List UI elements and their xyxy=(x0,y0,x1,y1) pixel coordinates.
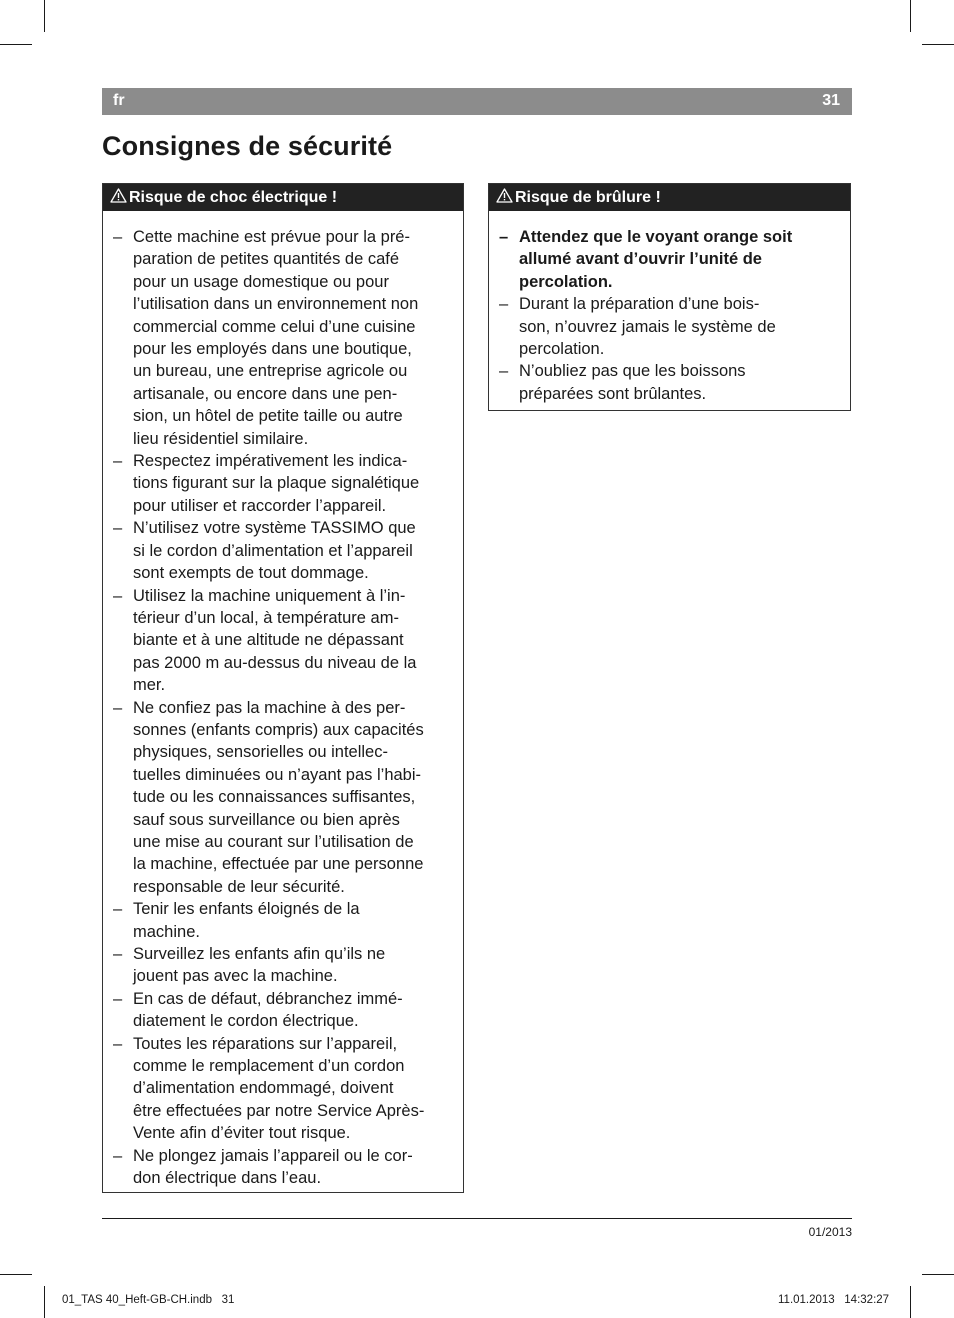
list-item-line: commercial comme celui d’une cuisine xyxy=(133,317,416,336)
crop-mark xyxy=(910,0,911,32)
list-item-line: d’alimentation endommagé, doivent xyxy=(133,1079,394,1098)
list-item xyxy=(499,360,846,405)
list-item-line: Utilisez la machine uniquement à l’in- xyxy=(133,586,406,605)
list-item-line: tuelles diminuées ou n’ayant pas l’habi- xyxy=(133,765,422,784)
list-dash: – xyxy=(113,452,123,471)
list-item-line: sauf sous surveillance ou bien après xyxy=(133,810,400,829)
list-dash: – xyxy=(499,362,509,381)
list-item-line: artisanale, ou encore dans une pen- xyxy=(133,384,398,403)
list-item-line: l’utilisation dans un environnement non xyxy=(133,295,419,314)
language-code: fr xyxy=(113,92,125,109)
list-item-line: allumé avant d’ouvrir l’unité de xyxy=(519,250,762,269)
page-number: 31 xyxy=(822,92,840,109)
list-item-line: diatement le cordon électrique. xyxy=(133,1012,359,1031)
list-dash: – xyxy=(113,1034,123,1053)
list-item xyxy=(113,226,459,450)
list-dash: – xyxy=(113,900,123,919)
list-dash: – xyxy=(499,295,509,314)
list-item-line: N’utilisez votre système TASSIMO que xyxy=(133,519,416,538)
list-item xyxy=(113,585,459,697)
list-item-line: sion, un hôtel de petite taille ou autre xyxy=(133,407,403,426)
list-item-line: une mise au courant sur l’utilisation de xyxy=(133,832,414,851)
footer-date: 01/2013 xyxy=(808,1225,852,1239)
list-item-line: jouent pas avec la machine. xyxy=(133,967,338,986)
list-item-line: N’oubliez pas que les boissons xyxy=(519,362,746,381)
list-item-line: tions figurant sur la plaque signalétique xyxy=(133,474,420,493)
list-dash: – xyxy=(113,698,123,717)
list-item xyxy=(113,943,459,988)
print-slug-timestamp: 11.01.2013 14:32:27 xyxy=(778,1294,890,1306)
list-item-line: Attendez que le voyant orange soit xyxy=(519,228,793,246)
print-slug-file: 01_TAS 40_Heft-GB-CH.indb 31 xyxy=(62,1294,235,1306)
list-item-line: pour utiliser et raccorder l’appareil. xyxy=(133,496,387,515)
list-item-line: lieu résidentiel similaire. xyxy=(133,429,309,448)
list-item-line: physiques, sensorielles ou intellec- xyxy=(133,743,388,762)
list-dash: – xyxy=(113,1146,123,1165)
crop-mark xyxy=(922,44,954,45)
safety-list xyxy=(103,211,463,1189)
list-dash: – xyxy=(113,586,123,605)
list-dash: – xyxy=(113,228,123,246)
section-heading-text: Risque de choc électrique ! xyxy=(129,189,338,206)
list-item xyxy=(113,1033,459,1145)
list-item-line: comme le remplacement d’un cordon xyxy=(133,1057,405,1076)
list-item-line: térieur d’un local, à température am- xyxy=(133,608,399,627)
crop-mark xyxy=(910,1286,911,1318)
list-item-line: don électrique dans l’eau. xyxy=(133,1169,322,1188)
list-item xyxy=(113,898,459,943)
list-item-line: Respectez impérativement les indica- xyxy=(133,452,408,471)
list-item-line: Ne plongez jamais l’appareil ou le cor- xyxy=(133,1146,413,1165)
list-dash: – xyxy=(113,945,123,963)
list-item-line: tude ou les connaissances suffisantes, xyxy=(133,788,416,807)
list-item-line: responsable de leur sécurité. xyxy=(133,877,345,896)
list-item-line: En cas de défaut, débranchez immé- xyxy=(133,989,403,1008)
list-item-line: un bureau, une entreprise agricole ou xyxy=(133,362,408,381)
list-item xyxy=(113,988,459,1033)
electric-shock-warning-box xyxy=(102,183,464,1193)
list-item-line: son, n’ouvrez jamais le système de xyxy=(519,317,776,336)
electric-shock-warning-heading xyxy=(103,184,463,211)
list-item-line: paration de petites quantités de café xyxy=(133,250,400,269)
crop-mark xyxy=(922,1274,954,1275)
list-item xyxy=(113,697,459,899)
list-item-line: pas 2000 m au-dessus du niveau de la xyxy=(133,653,417,672)
crop-mark xyxy=(0,44,32,45)
safety-list xyxy=(489,211,850,405)
list-item xyxy=(113,517,459,584)
list-item-line: Tenir les enfants éloignés de la xyxy=(133,900,360,919)
list-item-line: Toutes les réparations sur l’appareil, xyxy=(133,1034,398,1053)
list-item-line: mer. xyxy=(133,676,166,695)
warning-triangle-icon xyxy=(110,188,127,203)
list-item-line: si le cordon d’alimentation et l’appareil xyxy=(133,541,413,560)
list-item-line: pour un usage domestique ou pour xyxy=(133,272,389,291)
crop-mark xyxy=(0,1274,32,1275)
list-item xyxy=(499,226,846,293)
list-item-line: pour les employés dans une boutique, xyxy=(133,340,412,359)
list-item-line: machine. xyxy=(133,922,200,941)
list-item-line: biante et à une altitude ne dépassant xyxy=(133,631,404,650)
list-item-line: Cette machine est prévue pour la pré- xyxy=(133,228,410,246)
list-item-line: percolation. xyxy=(519,340,605,359)
section-heading-text: Risque de brûlure ! xyxy=(515,189,661,206)
burn-warning-heading xyxy=(489,184,850,211)
list-item xyxy=(113,450,459,517)
list-item-line: sont exempts de tout dommage. xyxy=(133,564,369,583)
burn-warning-box xyxy=(488,183,851,411)
warning-triangle-icon xyxy=(496,188,513,203)
list-item-line: percolation. xyxy=(519,272,613,291)
list-item xyxy=(499,293,846,360)
list-item-line: préparées sont brûlantes. xyxy=(519,384,707,403)
page-title: Consignes de sécurité xyxy=(102,131,393,161)
list-item-line: sonnes (enfants compris) aux capacités xyxy=(133,720,424,739)
list-item-line: Ne confiez pas la machine à des per- xyxy=(133,698,406,717)
list-item xyxy=(113,1145,459,1190)
list-dash: – xyxy=(113,519,123,538)
list-item-line: Vente afin d’éviter tout risque. xyxy=(133,1124,351,1143)
list-item-line: Durant la préparation d’une bois- xyxy=(519,295,760,314)
footer-divider xyxy=(102,1218,852,1219)
list-item-line: être effectuées par notre Service Après- xyxy=(133,1101,425,1120)
list-dash: – xyxy=(499,228,509,246)
list-dash: – xyxy=(113,989,123,1008)
crop-mark xyxy=(44,1286,45,1318)
page-header-bar xyxy=(102,88,852,115)
list-item-line: Surveillez les enfants afin qu’ils ne xyxy=(133,945,386,963)
crop-mark xyxy=(44,0,45,32)
list-item-line: la machine, effectuée par une personne xyxy=(133,855,424,874)
